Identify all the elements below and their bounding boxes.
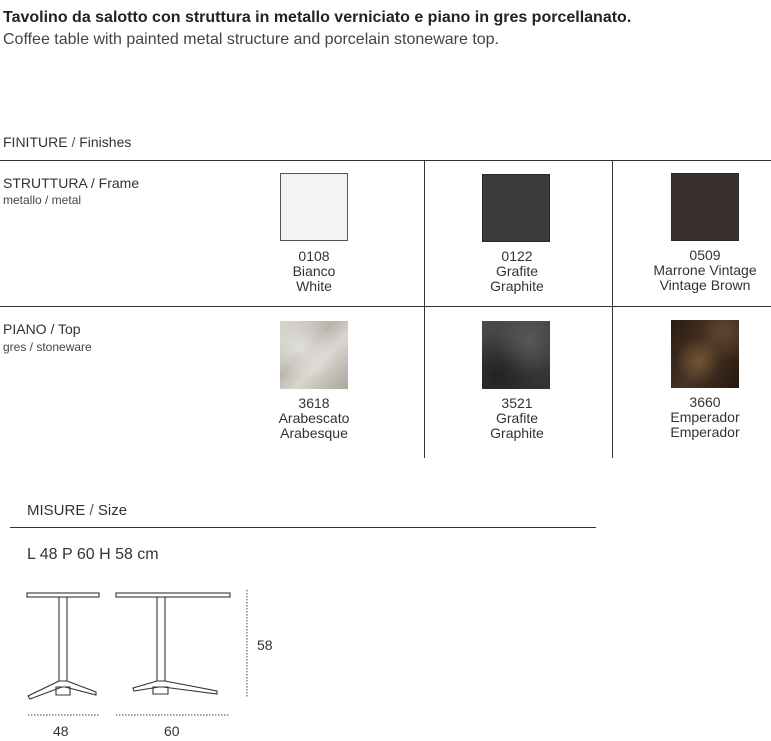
size-label: MISURE (27, 502, 86, 519)
table-side-view-48-drawing (20, 588, 110, 720)
finishes-column-divider-1 (424, 160, 425, 458)
frame-row-label: STRUTTURA / Frame (3, 175, 140, 191)
swatch-name-it: Arabescato (278, 410, 350, 426)
top-swatch-caption-graphite (447, 396, 587, 441)
size-heading (27, 502, 127, 519)
swatch-name-it: Bianco (292, 263, 336, 279)
swatch-name-en: White (296, 278, 332, 294)
size-label-en: Size (97, 502, 128, 519)
top-swatch-caption-emperador (635, 395, 771, 440)
frame-swatch-white (280, 173, 348, 241)
height-58-label: 58 (257, 637, 273, 653)
top-swatch-graphite (482, 321, 550, 389)
width-48-label: 48 (53, 723, 69, 739)
finishes-heading (3, 134, 131, 150)
finishes-top-divider (0, 160, 771, 161)
swatch-name-en: Vintage Brown (659, 277, 751, 293)
swatch-code: 3660 (689, 394, 721, 410)
finishes-row-divider (0, 306, 771, 307)
swatch-name-en: Arabesque (280, 425, 348, 441)
top-swatch-emperador (671, 320, 739, 388)
height-dimension-line (242, 588, 252, 700)
swatch-code: 3618 (298, 395, 330, 411)
size-separator: / (89, 502, 94, 519)
swatch-name-it: Grafite (495, 410, 538, 426)
swatch-code: 0509 (689, 247, 721, 263)
frame-swatch-caption-vintage-brown (635, 248, 771, 293)
frame-swatch-vintage-brown (671, 173, 739, 241)
product-title-italian: Tavolino da salotto con struttura in metallo verniciato e piano in gres porcellanato. (3, 9, 632, 26)
finishes-label: FINITURE (3, 134, 68, 150)
swatch-name-en: Graphite (490, 425, 544, 441)
top-swatch-arabesque (280, 321, 348, 389)
top-swatch-caption-arabesque (244, 396, 384, 441)
width-60-label: 60 (164, 723, 180, 739)
top-row-label: PIANO / Top (3, 321, 81, 337)
frame-swatch-caption-white (244, 249, 384, 294)
swatch-name-it: Emperador (670, 409, 740, 425)
size-divider (10, 527, 596, 528)
swatch-name-en: Graphite (490, 278, 544, 294)
top-material: gres / stoneware (3, 340, 92, 354)
size-dimensions: L 48 P 60 H 58 cm (27, 546, 159, 563)
swatch-name-it: Marrone Vintage (653, 262, 757, 278)
table-front-view-60-drawing (110, 588, 240, 720)
finishes-column-divider-2 (612, 160, 613, 458)
product-title-english: Coffee table with painted metal structure and porcelain stoneware top. (3, 31, 499, 48)
frame-swatch-caption-graphite (447, 249, 587, 294)
swatch-code: 3521 (501, 395, 533, 411)
swatch-name-en: Emperador (670, 424, 740, 440)
finishes-label-en: Finishes (79, 134, 132, 150)
finishes-separator: / (71, 134, 76, 150)
swatch-code: 0108 (298, 248, 330, 264)
swatch-name-it: Grafite (495, 263, 538, 279)
swatch-code: 0122 (501, 248, 533, 264)
frame-material: metallo / metal (3, 193, 82, 207)
frame-swatch-graphite (482, 174, 550, 242)
